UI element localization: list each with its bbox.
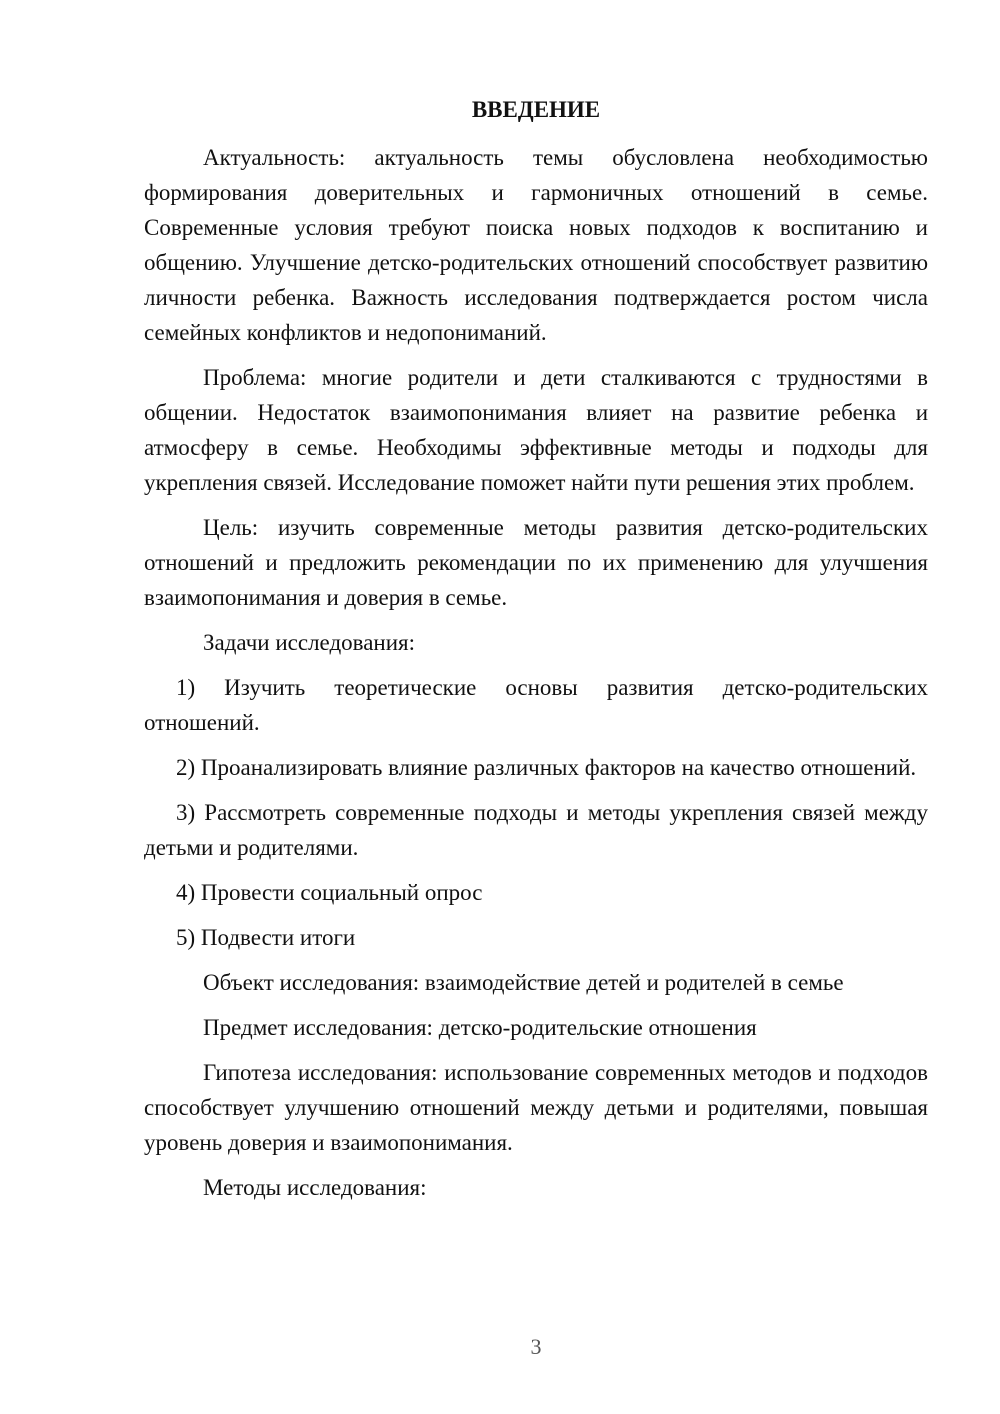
section-heading: ВВЕДЕНИЕ <box>471 97 601 122</box>
task-item-4: 4) Провести социальный опрос <box>176 880 483 905</box>
relevance-paragraph: Актуальность: актуальность темы обусловлена необходимостью формирования доверительных и гармоничных отношений в семье. Современные условия требуют поиска новых подходов к воспитанию и общению. Улучшение детско-родительских отношений способствует развитию личности ребенка. Важность исследования подтверждается ростом числа семейных конфликтов и недопониманий. <box>144 145 928 345</box>
methods-title: Методы исследования: <box>203 1175 427 1200</box>
tasks-title: Задачи исследования: <box>203 630 416 655</box>
page-number: 3 <box>530 1334 542 1359</box>
subject-paragraph: Предмет исследования: детско-родительские отношения <box>203 1015 757 1040</box>
task-item-3: 3) Рассмотреть современные подходы и методы укрепления связей между детьми и родителями. <box>144 800 928 860</box>
page-content <box>144 92 928 1215</box>
hypothesis-paragraph: Гипотеза исследования: использование современных методов и подходов способствует улучшению отношений между детьми и родителями, повышая уровень доверия и взаимопонимания. <box>144 1060 928 1155</box>
task-item-1: 1) Изучить теоретические основы развития детско-родительских отношений. <box>144 675 928 735</box>
object-paragraph: Объект исследования: взаимодействие детей и родителей в семье <box>203 970 844 995</box>
goal-paragraph: Цель: изучить современные методы развития детско-родительских отношений и предложить рекомендации по их применению для улучшения взаимопонимания и доверия в семье. <box>144 515 928 610</box>
task-item-2: 2) Проанализировать влияние различных факторов на качество отношений. <box>176 755 917 780</box>
task-item-5: 5) Подвести итоги <box>176 925 356 950</box>
problem-paragraph: Проблема: многие родители и дети сталкиваются с трудностями в общении. Недостаток взаимопонимания влияет на развитие ребенка и атмосферу в семье. Необходимы эффективные методы и подходы для укрепления связей. Исследование поможет найти пути решения этих проблем. <box>144 365 928 495</box>
